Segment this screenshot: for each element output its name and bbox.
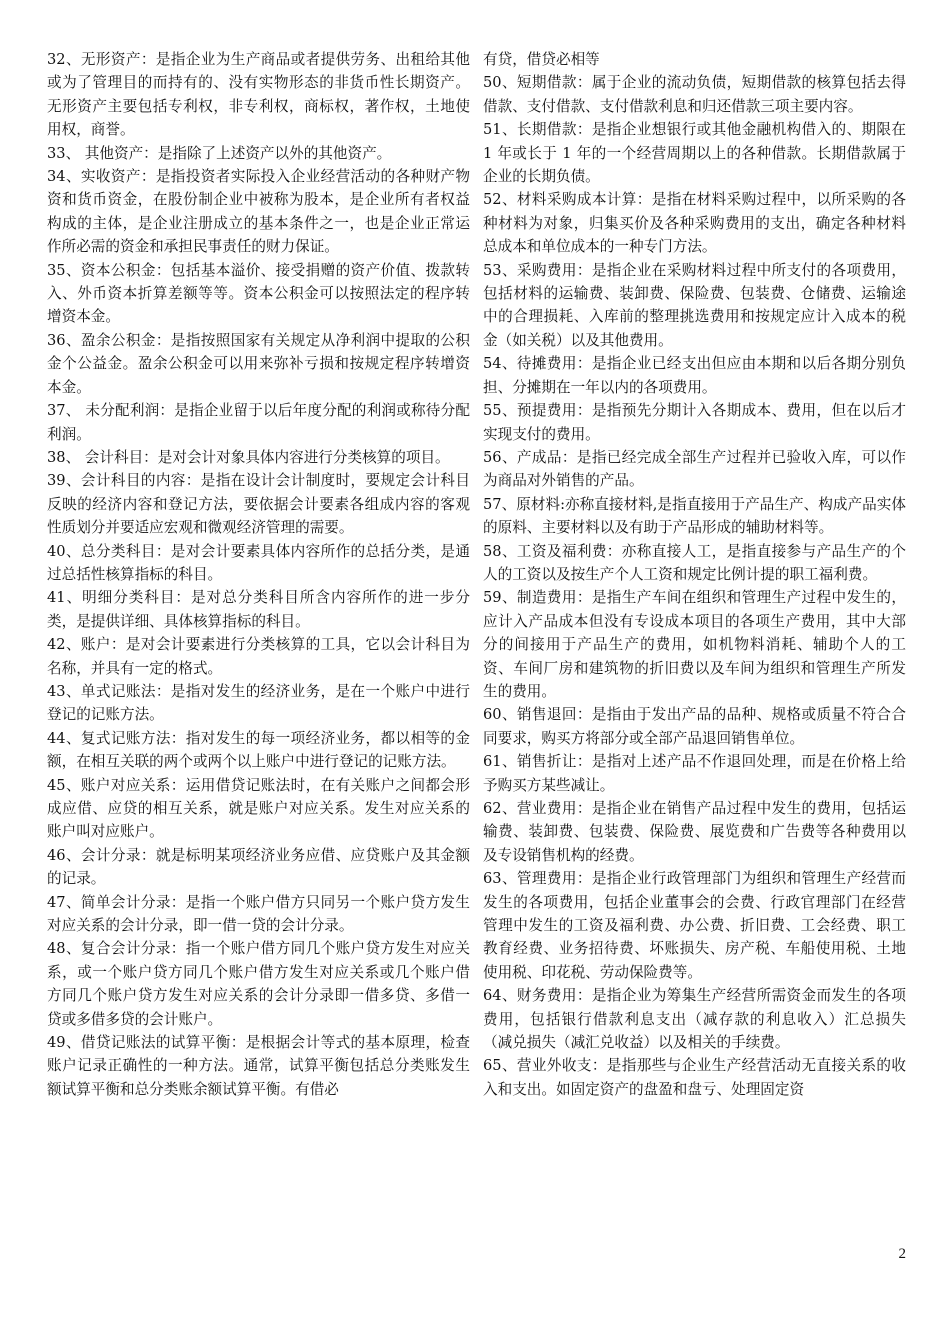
paragraph-34: 34、实收资产：是指投资者实际投入企业经营活动的各种财产物资和货币资金，在股份制企业中被称为股本，是企业所有者权益构成的主体，是企业注册成立的基本条件之一，也是企业正常运作所必需的资金和承担民事责任的财力保证。	[47, 168, 470, 256]
paragraph-44: 44、复式记账方法：指对发生的每一项经济业务，都以相等的金额，在相互关联的两个或两个以上账户中进行登记的记账方法。	[47, 729, 470, 771]
paragraph-38: 38、 会计科目：是对会计对象具体内容进行分类核算的项目。	[47, 448, 450, 466]
paragraph-43: 43、单式记账法：是指对发生的经济业务，是在一个账户中进行登记的记账方法。	[47, 682, 470, 724]
paragraph-52: 52、材料采购成本计算：是指在材料采购过程中，以所采购的各种材料为对象，归集买价及各种采购费用的支出，确定各种材料总成本和单位成本的一种专门方法。	[483, 191, 906, 256]
page-number: 2	[898, 1246, 906, 1262]
paragraph-37: 37、 未分配利润：是指企业留于以后年度分配的利润或称待分配利润。	[47, 402, 470, 443]
paragraph-45: 45、账户对应关系：运用借贷记账法时，在有关账户之间都会形成应借、应贷的相互关系，就是账户对应关系。发生对应关系的账户叫对应账户。	[47, 776, 470, 841]
paragraph-46: 46、会计分录：就是标明某项经济业务应借、应贷账户及其金额的记录。	[47, 846, 470, 888]
paragraph-59: 59、制造费用：是指生产车间在组织和管理生产过程中发生的，应计入产品成本但没有专设成本项目的各项生产费用，其中大部分的间接用于产品生产的费用，如机物料消耗、辅助个人的工资、车间厂房和建筑物的折旧费以及车间为组织和管理生产所发生的费用。	[483, 589, 906, 700]
paragraph-40: 40、总分类科目：是对会计要素具体内容所作的总括分类，是通过总括性核算指标的科目。	[47, 542, 470, 583]
paragraph-39: 39、会计科目的内容：是指在设计会计制度时，要规定会计科目反映的经济内容和登记方法，要依据会计要素各组成内容的客观性质划分并要适应宏观和微观经济管理的需要。	[47, 472, 470, 537]
paragraph-35: 35、资本公积金：包括基本溢价、接受捐赠的资产价值、拨款转入、外币资本折算差额等等。资本公积金可以按照法定的程序转增资本金。	[47, 261, 470, 326]
paragraph-41: 41、明细分类科目：是对总分类科目所含内容所作的进一步分类，是提供详细、具体核算指标的科目。	[47, 589, 470, 630]
paragraph-42: 42、账户：是对会计要素进行分类核算的工具，它以会计科目为名称，并具有一定的格式。	[47, 636, 470, 677]
paragraph-33: 33、 其他资产：是指除了上述资产以外的其他资产。	[47, 144, 392, 162]
paragraph-58: 58、工资及福利费：亦称直接人工，是指直接参与产品生产的个人的工资以及按生产个人工资和规定比例计提的职工福利费。	[483, 542, 906, 583]
paragraph-49: 49、借贷记账法的试算平衡：是根据会计等式的基本原理，检查账户记录正确性的一种方法。通常，试算平衡包括总分类账发生额试算平衡和总分类账余额试算平衡。有借必	[47, 1034, 470, 1098]
paragraph-56: 56、产成品：是指已经完成全部生产过程并已验收入库，可以作为商品对外销售的产品。	[483, 448, 906, 490]
paragraph-50: 50、短期借款：属于企业的流动负债，短期借款的核算包括去得借款、支付借款、支付借款利息和归还借款三项主要内容。	[483, 74, 906, 115]
paragraph-32: 32、无形资产：是指企业为生产商品或者提供劳务、出租给其他或为了管理目的而持有的、没有实物形态的非货币性长期资产。无形资产主要包括专利权，非专利权，商标权，著作权，土地使用权，商誉。	[47, 51, 470, 139]
paragraph-60: 60、销售退回：是指由于发出产品的品种、规格或质量不符合合同要求，购买方将部分或全部产品退回销售单位。	[483, 706, 906, 747]
paragraph-49-continued: 有贷，借贷必相等	[483, 51, 600, 68]
paragraph-48: 48、复合会计分录：指一个账户借方同几个账户贷方发生对应关系，或一个账户贷方同几个账户借方发生对应关系或几个账户借方同几个账户贷方发生对应关系的会计分录即一借多贷、多借一贷或多借多贷的会计账户。	[47, 940, 470, 1028]
paragraph-62: 62、营业费用：是指企业在销售产品过程中发生的费用，包括运输费、装卸费、包装费、保险费、展览费和广告费等各种费用以及专设销售机构的经费。	[483, 800, 906, 864]
paragraph-54: 54、待摊费用：是指企业已经支出但应由本期和以后各期分别负担、分摊期在一年以内的各项费用。	[483, 355, 906, 396]
paragraph-61: 61、销售折让：是指对上述产品不作退回处理，而是在价格上给予购买方某些减让。	[483, 753, 906, 794]
paragraph-63: 63、管理费用：是指企业行政管理部门为组织和管理生产经营而发生的各项费用，包括企业董事会的会费、行政官理部门在经营管理中发生的工资及福利费、办公费、折旧费、工会经费、职工教育经费、业务招待费、坏账损失、房产税、车船使用税、土地使用税、印花税、劳动保险费等。	[483, 870, 906, 981]
paragraph-65: 65、营业外收支：是指那些与企业生产经营活动无直接关系的收入和支出。如固定资产的盘盈和盘亏、处理固定资	[483, 1057, 906, 1098]
paragraph-64: 64、财务费用：是指企业为筹集生产经营所需资金而发生的各项费用，包括银行借款利息支出（减存款的利息收入）汇总损失（减兑损失（减汇兑收益）以及相关的手续费。	[483, 987, 906, 1052]
paragraph-51: 51、长期借款：是指企业想银行或其他金融机构借入的、期限在 1 年或长于 1 年的一个经营周期以上的各种借款。长期借款属于企业的长期负债。	[483, 121, 906, 186]
right-text-column	[483, 48, 906, 1101]
left-text-column	[47, 48, 470, 1101]
paragraph-57: 57、原材料:亦称直接材料,是指直接用于产品生产、构成产品实体的原料、主要材料以及有助于产品形成的辅助材料等。	[483, 495, 906, 537]
paragraph-53: 53、采购费用：是指企业在采购材料过程中所支付的各项费用，包括材料的运输费、装卸费、保险费、包装费、仓储费、运输途中的合理损耗、入库前的整理挑选费用和按规定应计入成本的税金（如关税）以及其他费用。	[483, 261, 906, 349]
paragraph-47: 47、简单会计分录：是指一个账户借方只同另一个账户贷方发生对应关系的会计分录，即一借一贷的会计分录。	[47, 893, 470, 935]
paragraph-55: 55、预提费用：是指预先分期计入各期成本、费用，但在以后才实现支付的费用。	[483, 402, 906, 443]
paragraph-36: 36、盈余公积金：是指按照国家有关规定从净利润中提取的公积金个公益金。盈余公积金可以用来弥补亏损和按规定程序转增资本金。	[47, 331, 470, 396]
